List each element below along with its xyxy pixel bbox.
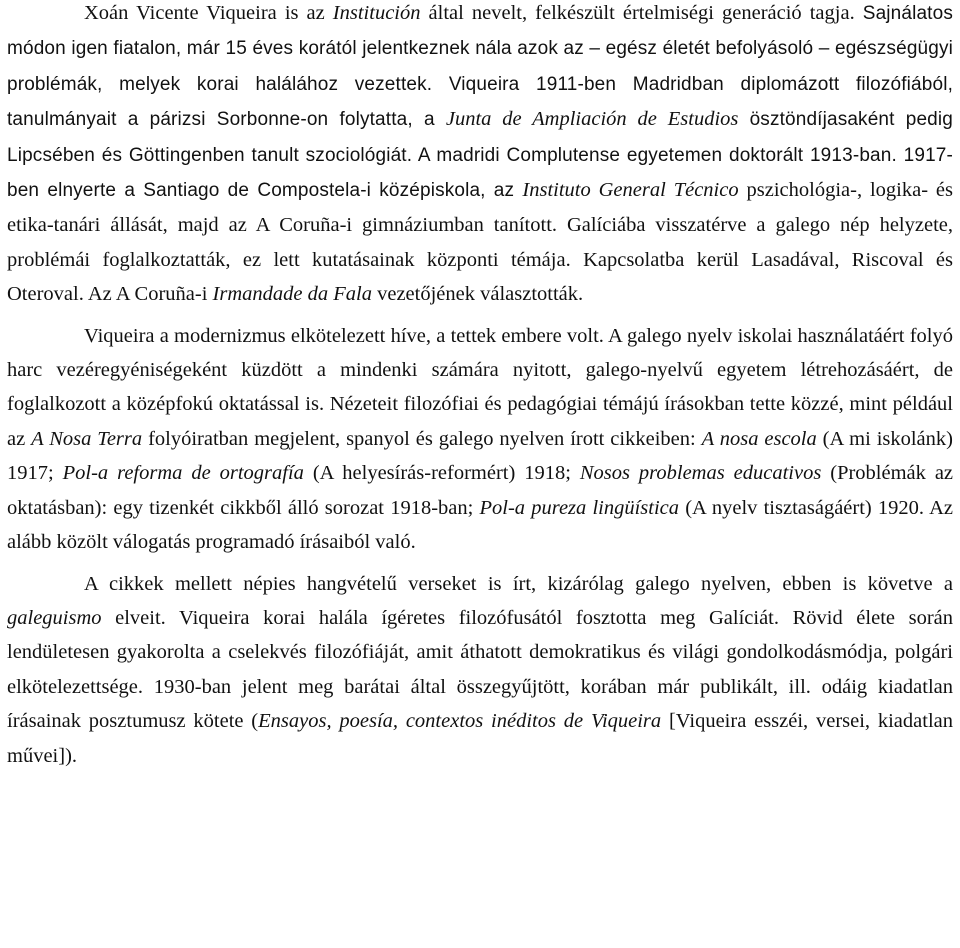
- p1-text-1: Xoán Vicente Viqueira is az: [84, 2, 333, 24]
- p2-nosa-escola-title: A nosa escola: [701, 427, 817, 450]
- p2-text-6: (A nyelv tisztaságáért) 1920. Az alább közölt válogatás programadó írásaiból való.: [7, 496, 954, 554]
- p2-nosa-terra-title: A Nosa Terra: [31, 427, 143, 450]
- p3-galeguismo-term: galeguismo: [7, 606, 102, 629]
- paragraph-1: [7, 0, 953, 312]
- p1-irmandade-title: Irmandade da Fala: [212, 283, 372, 306]
- p1-junta-title: Junta de Ampliación de Estudios: [445, 108, 739, 131]
- p3-text-1: A cikkek mellett népies hangvételű verseket is írt, kizárólag galego nyelven, ebben is követve a: [84, 572, 953, 595]
- p1-text-5: pszichológia-, logika- és etika-tanári állását, majd az A Coruña-i gimnáziumban tanított. Galíciába visszatérve a galego nép helyzete, problémái foglalkoztatták, ez lett kutatásainak központi témája. Kapcsolatba kerül Lasadával, Riscoval és Oteroval. Az A Coruña-i: [7, 179, 954, 306]
- p2-text-4: (A helyesírás-reformért) 1918;: [303, 462, 580, 485]
- p2-text-1: Viqueira a modernizmus elkötelezett híve, a tettek embere volt. A galego nyelv iskolai használatáért folyó harc vezéregyéniségeként küzdött a mindenki számára nyitott, galego-nyelvű egyetem létrehozásáért, de foglalkozott a középfokú oktatással is. Nézeteit filozófiai és pedagógiai témájú írásokban tette közzé, mint például az: [7, 324, 953, 450]
- p2-reforma-title: Pol-a reforma de ortografía: [62, 462, 304, 485]
- p3-text-2: elveit. Viqueira korai halála ígéretes filozófusától fosztotta meg Galíciát. Rövid élete során lendületesen gyakorolta a cselekvés filozófiáját, amit áthatott demokratikus és világi gondolkodásmódja, polgári elkötelezettsége. 1930-ban jelent meg barátai által összegyűjtött, korában már publikált, ill. odáig kiadatlan írásainak posztumusz kötete (: [7, 606, 953, 733]
- paragraph-2: [7, 319, 953, 560]
- p2-text-5: (Problémák az oktatásban): egy tizenkét cikkből álló sorozat 1918-ban;: [7, 462, 954, 519]
- p1-instituto-title: Instituto General Técnico: [522, 179, 739, 202]
- p1-text-4: ösztöndíjasaként pedig Lipcsében és Göttingenben tanult szociológiát. A madridi Complutense egyetemen doktorált 1913-ban. 1917-ben elnyerte a Santiago de Compostela-i középiskola, az: [7, 109, 953, 202]
- p1-institucion-title: Institución: [332, 2, 421, 24]
- p3-text-3: [Viqueira esszéi, versei, kiadatlan művei]).: [7, 710, 953, 767]
- p2-text-2: folyóiratban megjelent, spanyol és galego nyelven írott cikkeiben:: [142, 427, 702, 450]
- p2-text-3: (A mi iskolánk) 1917;: [7, 427, 953, 485]
- p1-text-3: Sajnálatos módon igen fiatalon, már 15 éves korától jelentkeznek nála azok az – egész életét befolyásoló – egészségügyi problémák, melyek korai halálához vezettek. Viqueira 1911-ben Madridban diplomázott filozófiából, tanulmányait a párizsi Sorbonne-on folytatta, a: [7, 3, 953, 131]
- document-page: [7, 0, 953, 773]
- p3-ensayos-title: Ensayos, poesía, contextos inéditos de Viqueira: [258, 710, 662, 733]
- p2-problemas-title: Nosos problemas educativos: [579, 462, 822, 485]
- p2-pureza-title: Pol-a pureza lingüística: [479, 496, 680, 519]
- paragraph-3: [7, 567, 953, 773]
- p1-text-2: által nevelt, felkészült értelmiségi generáció tagja.: [420, 2, 863, 24]
- p1-text-6: vezetőjének választották.: [371, 283, 584, 306]
